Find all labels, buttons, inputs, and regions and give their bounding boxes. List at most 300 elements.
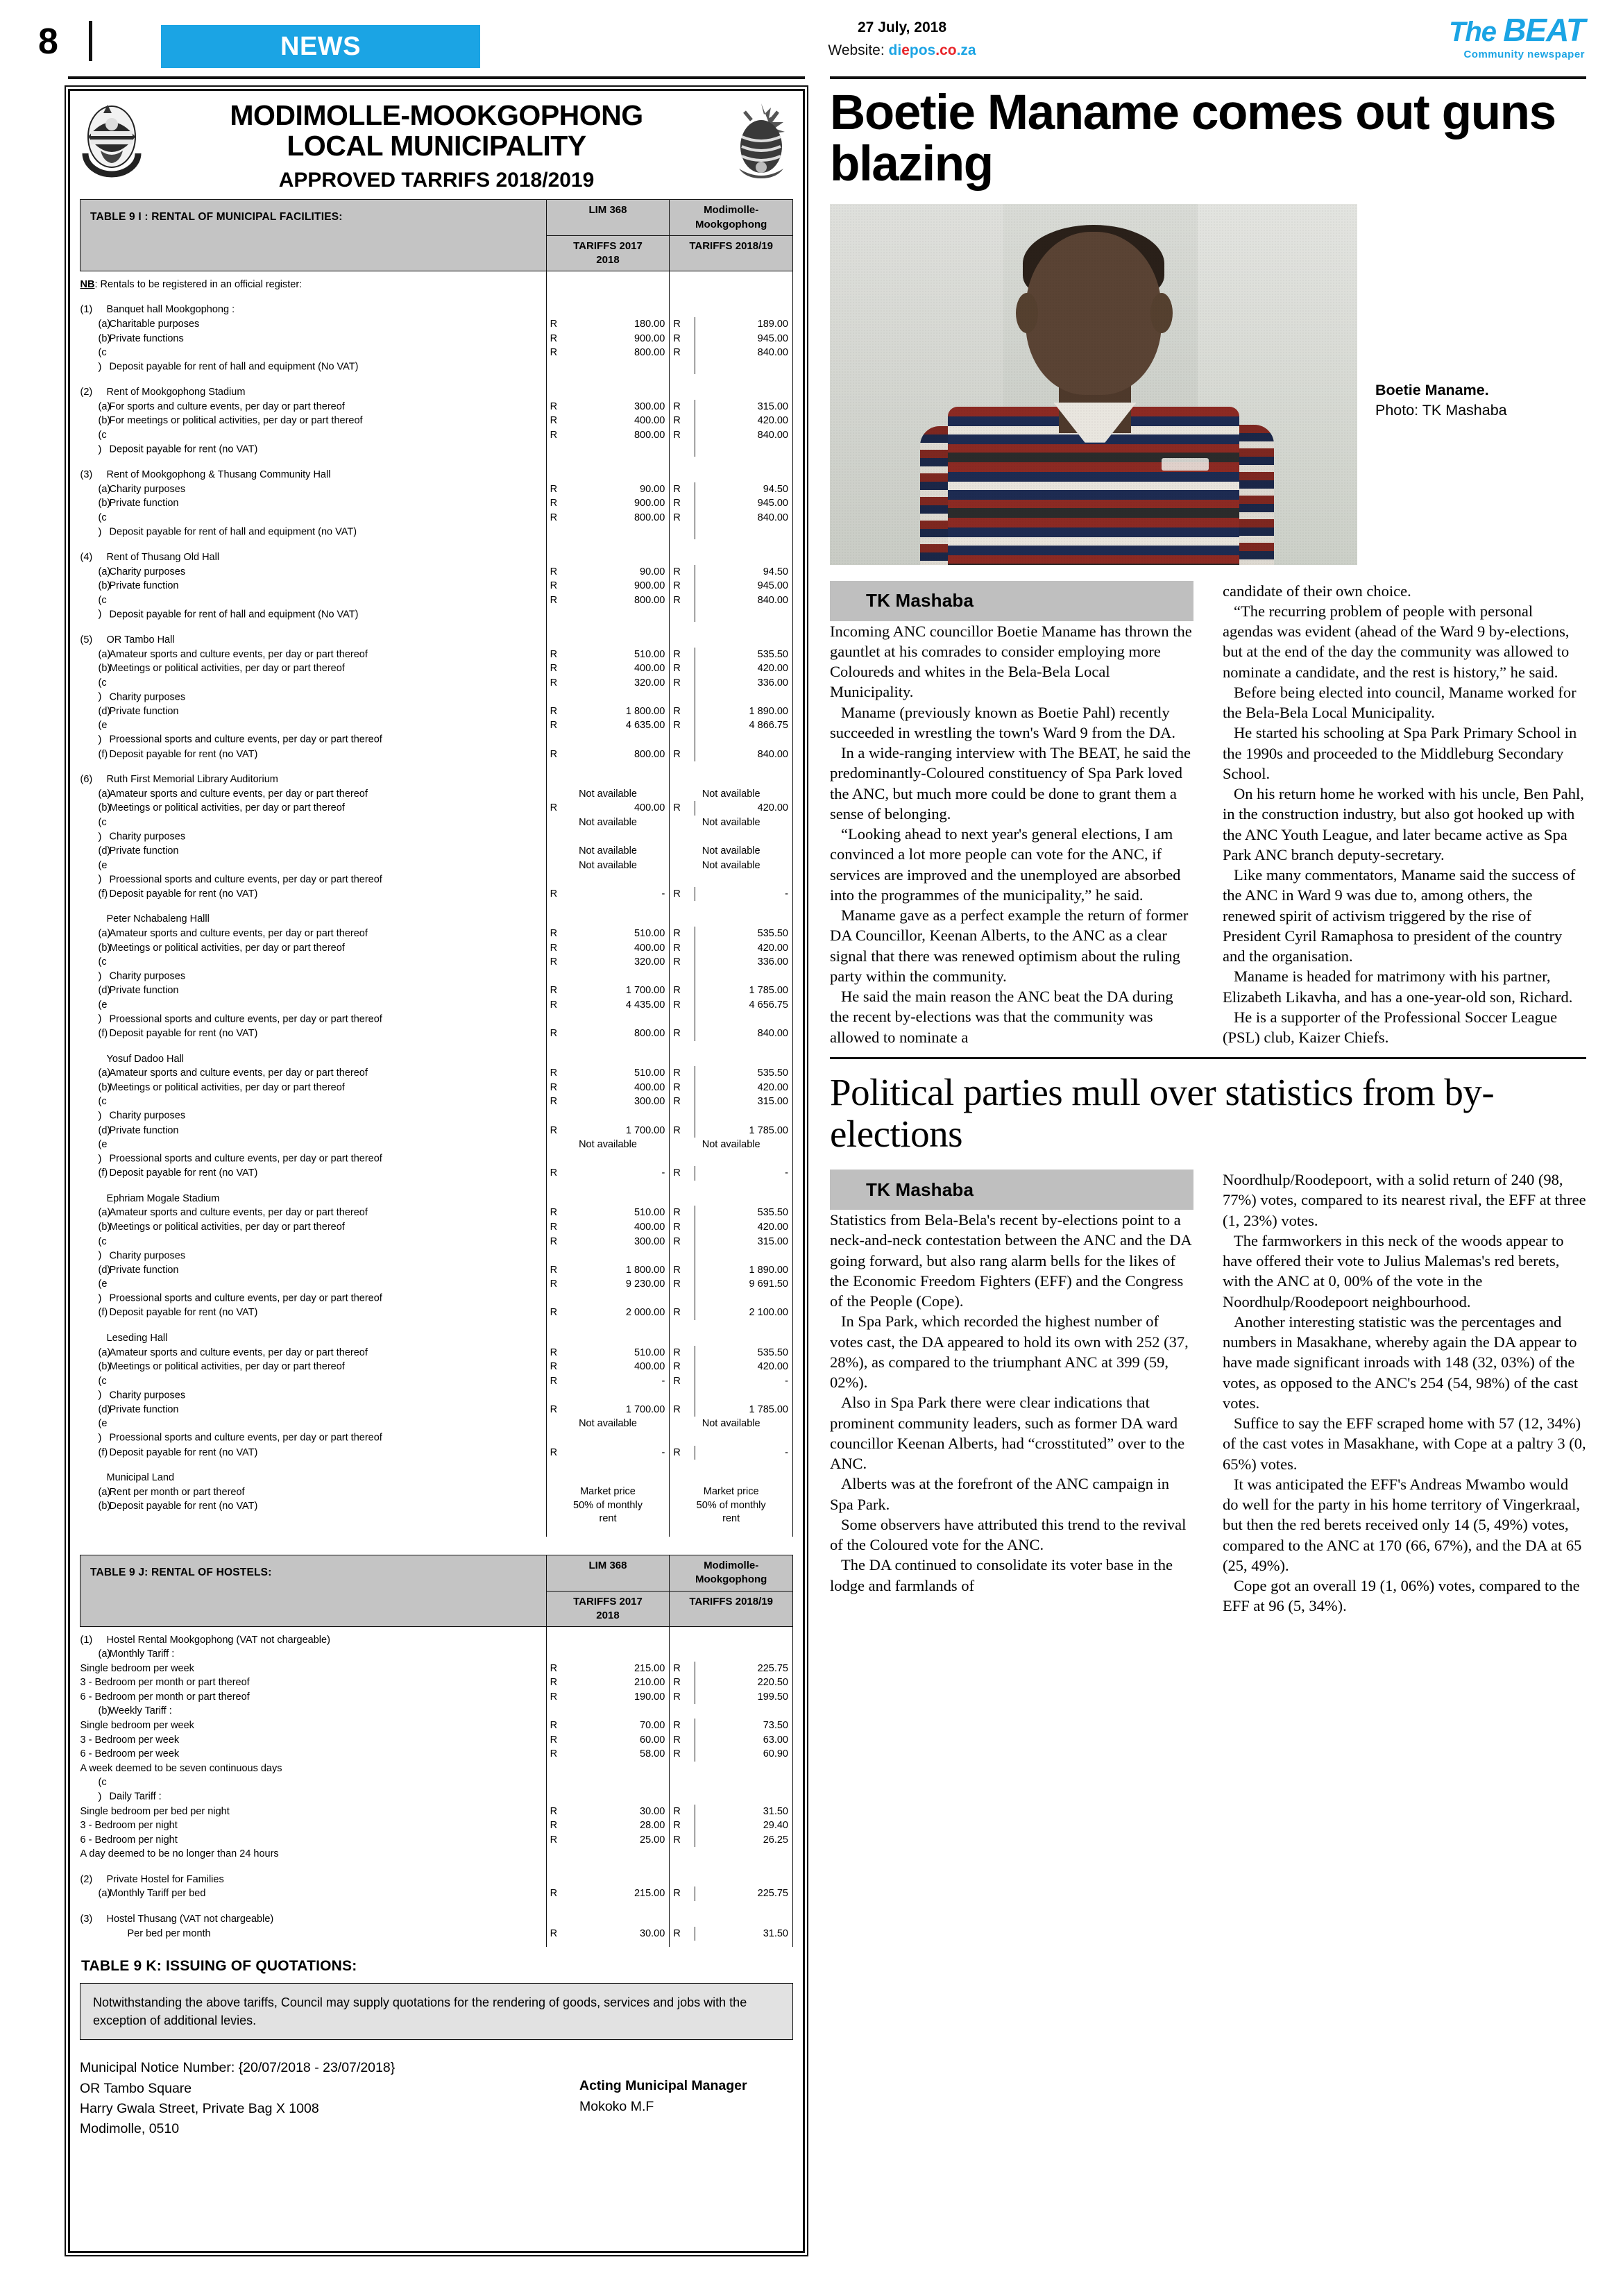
currency-2018: R [670, 565, 695, 580]
municipality-crest-icon [80, 101, 144, 178]
currency-2017: R [546, 1833, 572, 1848]
value-2018: 535.50 [695, 1066, 793, 1081]
approved-tariffs-line: APPROVED TARRIFS 2018/2019 [278, 169, 595, 192]
value-2018: 1 785.00 [695, 984, 793, 998]
value-2017: 180.00 [634, 319, 665, 330]
value-2017: - [661, 1167, 665, 1179]
article-2-headline: Political parties mull over statistics from by-elections [830, 1071, 1495, 1155]
article-2 [830, 1170, 1586, 1617]
website-label: Website: [828, 42, 885, 58]
value-2017: 900.00 [634, 332, 665, 344]
tariff-row [80, 1499, 793, 1526]
currency-2017: R [546, 1206, 572, 1220]
value-2018: 29.40 [695, 1818, 793, 1833]
value-2018: Not available [670, 1417, 793, 1445]
currency-2017: R [546, 998, 572, 1027]
tariff-label: (e ) Proessional sports and culture events, per day or part thereof [98, 1418, 382, 1444]
value-2017: 510.00 [634, 1347, 665, 1358]
paragraph: It was anticipated the EFF's Andreas Mwambo would do well for the party in his home territory of Vingerkraal, but then the red berets received only 14 (5, 49%) votes, compared to the ANC at 170 (66, 67%), and the DA at 65 (25, 49%). [1223, 1475, 1582, 1574]
value-2018: 1 890.00 [695, 704, 793, 719]
tariff-label: (a)For sports and culture events, per day or part thereof [98, 400, 345, 412]
value-2017: 510.00 [634, 1067, 665, 1079]
value-2017: 800.00 [634, 430, 665, 441]
tariff-row [80, 593, 793, 622]
currency-2018: R [670, 941, 695, 956]
tariff-label: (e ) Proessional sports and culture events, per day or part thereof [98, 1139, 382, 1165]
tariff-row [80, 1220, 793, 1235]
tariff-label: (b)Private functions [98, 332, 184, 344]
value-2018: - [695, 1446, 793, 1460]
currency-2017: R [546, 1927, 572, 1941]
tariff-row [80, 927, 793, 941]
tariff-label: 3 - Bedroom per month or part thereof [80, 1677, 250, 1689]
currency-2018: R [670, 1719, 695, 1733]
tariff-row [80, 400, 793, 414]
currency-2017: R [546, 1733, 572, 1748]
currency-2018: R [670, 346, 695, 374]
tariff-row [80, 1833, 793, 1848]
paragraph: In Spa Park, which recorded the highest number of votes cast, the DA appeared to hold its own with 252 (37, 28%), as compared to the triumphant ANC at 399 (59, 02%). [830, 1312, 1189, 1392]
tariff-label: (b)Meetings or political activities, per day or part thereof [98, 1221, 345, 1233]
value-2017: Not available [546, 844, 670, 859]
currency-2018: R [670, 1027, 695, 1041]
advert-header [80, 96, 793, 192]
value-2018: 2 100.00 [695, 1306, 793, 1320]
tariff-label: (a)Amateur sports and culture events, per day or part thereof [98, 927, 368, 939]
article-2-column-right [1223, 1170, 1586, 1617]
value-2018: 420.00 [695, 1220, 793, 1235]
currency-2017: R [546, 1446, 572, 1460]
tariff-label: (e ) Proessional sports and culture events, per day or part thereof [98, 859, 382, 886]
currency-2018: R [670, 1886, 695, 1901]
tariff-row [80, 1206, 793, 1220]
tariff-label: (a)Rent per month or part thereof [98, 1486, 245, 1498]
tariff-label: 6 - Bedroom per week [80, 1748, 180, 1760]
value-2018: 26.25 [695, 1833, 793, 1848]
tariff-label: (a)Amateur sports and culture events, per day or part thereof [98, 648, 368, 660]
currency-2018: R [670, 1733, 695, 1748]
tariff-label: 6 - Bedroom per night [80, 1834, 178, 1846]
tariff-label: (e ) Proessional sports and culture events, per day or part thereof [98, 1278, 382, 1304]
paragraph: Maname gave as a perfect example the return of former DA Councillor, Keenan Alberts, to the ANC as a clear signal that there was renewed optimism about the ruling party within the community. [830, 906, 1189, 985]
value-2018: 9 691.50 [695, 1277, 793, 1306]
tariff-row [80, 1747, 793, 1762]
value-2018: 31.50 [695, 1927, 793, 1941]
table-title: TABLE 9 I : RENTAL OF MUNICIPAL FACILITIES: [80, 200, 547, 271]
currency-2017: R [546, 428, 572, 457]
currency-2017: R [546, 317, 572, 332]
value-2017: 1 700.00 [625, 1403, 665, 1415]
tariff-row [80, 661, 793, 676]
tariff-label: (c ) Charity purposes [98, 816, 186, 843]
currency-2018: R [670, 1235, 695, 1263]
national-coat-of-arms-icon [729, 101, 793, 178]
currency-2018: R [670, 1263, 695, 1278]
tariff-label: (b)Meetings or political activities, per day or part thereof [98, 1361, 345, 1373]
currency-2018: R [670, 704, 695, 719]
hostel-group-heading: (2) Private Hostel for Families [80, 1873, 224, 1885]
article-1-body-right [1223, 581, 1586, 1048]
currency-2018: R [670, 428, 695, 457]
value-2018: 420.00 [695, 1360, 793, 1374]
value-2017: 9 230.00 [625, 1278, 665, 1290]
currency-2017: R [546, 346, 572, 374]
value-2018: 199.50 [695, 1690, 793, 1705]
tariff-subgroup-heading: (a)Monthly Tariff : [98, 1648, 175, 1660]
value-2018: 840.00 [695, 428, 793, 457]
currency-2018: R [670, 1690, 695, 1705]
value-2017: 800.00 [634, 1028, 665, 1040]
value-2017: 320.00 [634, 677, 665, 689]
paragraph: The farmworkers in this neck of the woods appear to have offered their vote to Julius Malemas's red berets, with the ANC at 0, 00% of the vote in the Noordhulp/Roodepoort neighbourhood. [1223, 1231, 1564, 1310]
tariff-row [80, 496, 793, 511]
tariff-group-heading: (6) Ruth First Memorial Library Auditorium [80, 774, 278, 786]
value-2018: 315.00 [695, 1095, 793, 1123]
currency-2017: R [546, 1374, 572, 1403]
tariff-label: (d)Private function [98, 1264, 179, 1276]
tariff-label: (c ) Charity purposes [98, 1375, 186, 1401]
value-2017: 300.00 [634, 1096, 665, 1108]
tariff-row [80, 1733, 793, 1748]
value-2017: Not available [546, 787, 670, 802]
paragraph: Also in Spa Park there were clear indications that prominent community leaders, such as former DA ward councillor Keenan Alberts, had “crosstituted” over to the ANC. [830, 1394, 1185, 1473]
municipal-notice [80, 2058, 793, 2139]
tariff-row [80, 1690, 793, 1705]
tariff-label: (d)Private function [98, 1124, 179, 1136]
article-1-headline: Boetie Maname comes out guns blazing [830, 85, 1556, 192]
article-2-byline: TK Mashaba [830, 1170, 1193, 1210]
value-2017: 400.00 [634, 663, 665, 675]
tariff-row [80, 887, 793, 902]
tariff-label: (c ) Charity purposes [98, 956, 186, 982]
currency-2018: R [670, 801, 695, 816]
paragraph: He is a supporter of the Professional Soccer League (PSL) club, Kaizer Chiefs. [1223, 1008, 1558, 1047]
value-2017: 30.00 [640, 1805, 665, 1817]
value-2018: 315.00 [695, 1235, 793, 1263]
paragraph: candidate of their own choice. [1223, 582, 1411, 600]
tariff-row [80, 1263, 793, 1278]
currency-2017: R [546, 1360, 572, 1374]
value-2018: 420.00 [695, 801, 793, 816]
value-2017: 190.00 [634, 1691, 665, 1703]
tariff-label: (a)Amateur sports and culture events, per day or part thereof [98, 1207, 368, 1219]
value-2018: 4 656.75 [695, 998, 793, 1027]
currency-2017: R [546, 1277, 572, 1306]
tariff-row [80, 1403, 793, 1417]
municipality-name-line2: LOCAL MUNICIPALITY [287, 130, 586, 162]
currency-2018: R [670, 927, 695, 941]
currency-2018: R [670, 1206, 695, 1220]
register-note: NB: Rentals to be registered in an official register: [80, 278, 303, 290]
section-label: NEWS [161, 25, 480, 68]
paragraph: Cope got an overall 19 (1, 06%) votes, compared to the EFF at 96 (5, 34%). [1223, 1577, 1580, 1615]
tariff-group-heading: (2) Rent of Mookgophong Stadium [80, 387, 246, 398]
article-2-column-left [830, 1170, 1193, 1596]
table-col1-head: LIM 368 [546, 200, 670, 236]
tariff-row [80, 428, 793, 457]
currency-2017: R [546, 1027, 572, 1041]
value-2018: 840.00 [695, 748, 793, 762]
currency-2017: R [546, 955, 572, 984]
currency-2017: R [546, 1818, 572, 1833]
tariff-label: (a)Charitable purposes [98, 319, 200, 330]
value-2017: 510.00 [634, 1207, 665, 1219]
tariff-row [80, 1818, 793, 1833]
currency-2017: R [546, 579, 572, 593]
tariff-label: Single bedroom per bed per night [80, 1805, 230, 1817]
currency-2017: R [546, 1235, 572, 1263]
currency-2018: R [670, 676, 695, 704]
table-9k-title: TABLE 9 K: ISSUING OF QUOTATIONS: [81, 1958, 357, 1975]
value-2017: 400.00 [634, 1081, 665, 1093]
currency-2017: R [546, 984, 572, 998]
article-1-column-right [1223, 581, 1586, 1048]
tariff-group-heading: Leseding Hall [106, 1333, 168, 1344]
tariff-row [80, 984, 793, 998]
value-2017: 510.00 [634, 648, 665, 660]
currency-2017: R [546, 704, 572, 719]
tariff-subgroup-heading: (b)Weekly Tariff : [98, 1705, 172, 1717]
tariff-row [80, 1417, 793, 1445]
value-2018: 420.00 [695, 941, 793, 956]
paragraph: Maname is headed for matrimony with his partner, Elizabeth Likavha, and has a one-year-old son, Richard. [1223, 968, 1573, 1006]
value-2017: 30.00 [640, 1927, 665, 1939]
hostel-group-heading: (3) Hostel Thusang (VAT not chargeable) [80, 1913, 274, 1925]
photo-caption [1375, 380, 1570, 421]
currency-2018: R [670, 400, 695, 414]
value-2018: Not available [670, 1138, 793, 1166]
tariff-label: (a)Amateur sports and culture events, per day or part thereof [98, 1067, 368, 1079]
tariff-group-heading: Peter Nchabaleng Halll [106, 913, 210, 925]
value-2017: 900.00 [634, 498, 665, 509]
tariff-row [80, 1446, 793, 1460]
tariff-label: 6 - Bedroom per month or part thereof [80, 1691, 250, 1703]
tariff-label: (d)Private function [98, 705, 179, 717]
value-2018: 336.00 [695, 676, 793, 704]
tariff-label: (b)Private function [98, 498, 179, 509]
tariff-row [80, 1235, 793, 1263]
value-2017: - [661, 888, 665, 900]
caption-subject-name: Boetie Maname. [1375, 381, 1489, 398]
tariff-row [80, 1346, 793, 1360]
value-2017: 300.00 [634, 400, 665, 412]
tariff-row [80, 676, 793, 704]
tariff-row [80, 414, 793, 428]
tariff-group-heading: (1) Banquet hall Mookgophong : [80, 304, 235, 316]
currency-2017: R [546, 1220, 572, 1235]
currency-2017: R [546, 400, 572, 414]
currency-2017: R [546, 1675, 572, 1690]
currency-2018: R [670, 332, 695, 346]
tariff-group-heading: (4) Rent of Thusang Old Hall [80, 552, 220, 564]
tariff-row [80, 579, 793, 593]
value-2017: 400.00 [634, 942, 665, 954]
table-col1-head: LIM 368 [546, 1555, 670, 1592]
tariff-row [80, 482, 793, 497]
value-2018: Not available [670, 816, 793, 844]
value-2017: 215.00 [634, 1662, 665, 1674]
value-2017: 800.00 [634, 512, 665, 523]
manager-name: Mokoko M.F [579, 2098, 654, 2114]
value-2018: 840.00 [695, 593, 793, 622]
value-2018: 336.00 [695, 955, 793, 984]
tariff-row [80, 511, 793, 539]
value-2018: 535.50 [695, 927, 793, 941]
website-part-2: e [901, 42, 910, 58]
currency-2018: R [670, 1818, 695, 1833]
table-col2-head: Modimolle- Mookgophong [670, 200, 793, 236]
tariff-row [80, 346, 793, 374]
value-2018: 1 785.00 [695, 1403, 793, 1417]
tariff-row [80, 844, 793, 859]
currency-2017: R [546, 482, 572, 497]
tariff-label: (b)Meetings or political activities, per day or part thereof [98, 942, 345, 954]
tariff-label: (d)Private function [98, 1403, 179, 1415]
value-2018: - [695, 1166, 793, 1181]
tariff-label: (e ) Proessional sports and culture events, per day or part thereof [98, 999, 382, 1025]
currency-2018: R [670, 317, 695, 332]
value-2018: 945.00 [695, 332, 793, 346]
tariff-table-9i [80, 199, 793, 1537]
currency-2018: R [670, 1833, 695, 1848]
tariff-group-heading: Yosuf Dadoo Hall [106, 1053, 185, 1065]
value-2018: 840.00 [695, 511, 793, 539]
quotations-note-box: Notwithstanding the above tariffs, Council may supply quotations for the rendering of goods, services and jobs with the exception of additional levies. [80, 1983, 793, 2040]
currency-2018: R [670, 1675, 695, 1690]
currency-2017: R [546, 1263, 572, 1278]
tariff-label: (c ) Deposit payable for rent of hall and equipment (no VAT) [98, 512, 357, 538]
advert-titles [148, 101, 725, 192]
tariff-label: A day deemed to be no longer than 24 hours [80, 1848, 279, 1860]
hostel-group-heading: (1) Hostel Rental Mookgophong (VAT not chargeable) [80, 1634, 330, 1646]
tariff-label: (e ) Proessional sports and culture events, per day or part thereof [98, 720, 382, 746]
value-2017: 210.00 [634, 1677, 665, 1689]
tariff-row [80, 1066, 793, 1081]
tariff-row [80, 317, 793, 332]
masthead-rule-right [830, 76, 1586, 79]
value-2017: Not available [546, 859, 670, 887]
currency-2018: R [670, 984, 695, 998]
masthead-rule-left [68, 76, 805, 79]
page-number: 8 [38, 22, 59, 62]
value-2018: 840.00 [695, 346, 793, 374]
currency-2018: R [670, 1124, 695, 1138]
article-1 [830, 581, 1586, 1048]
currency-2017: R [546, 1805, 572, 1819]
tariff-group-heading: Municipal Land [106, 1472, 175, 1484]
tariff-row [80, 941, 793, 956]
currency-2018: R [670, 1805, 695, 1819]
value-2017: 90.00 [640, 566, 665, 577]
tariff-row [80, 1138, 793, 1166]
tariff-row [80, 1277, 793, 1306]
value-2018: 535.50 [695, 648, 793, 662]
table-col1-sub: TARIFFS 2017 2018 [546, 1591, 670, 1627]
currency-2018: R [670, 1166, 695, 1181]
tariff-row [80, 1485, 793, 1500]
currency-2018: R [670, 1346, 695, 1360]
value-2017: Not available [546, 1417, 670, 1445]
currency-2018: R [670, 1066, 695, 1081]
currency-2017: R [546, 801, 572, 816]
tariff-row [80, 1306, 793, 1320]
tariff-table-9j [80, 1555, 793, 1947]
value-2018: 189.00 [695, 317, 793, 332]
tariff-row [80, 1762, 793, 1776]
tariff-row [80, 1719, 793, 1733]
tariff-subgroup-heading: (c ) Daily Tariff : [98, 1777, 162, 1803]
value-2017: 800.00 [634, 347, 665, 359]
currency-2017: R [546, 1081, 572, 1095]
article-divider-rule [830, 1057, 1586, 1059]
value-2018: Not available [670, 844, 793, 859]
value-2018: 535.50 [695, 1346, 793, 1360]
value-2018: 94.50 [695, 565, 793, 580]
currency-2017: R [546, 718, 572, 747]
article-2-body-right [1223, 1170, 1586, 1617]
tariff-row [80, 787, 793, 802]
value-2017: 400.00 [634, 415, 665, 427]
tariff-label: (f) Deposit payable for rent (no VAT) [98, 1167, 258, 1179]
tariff-label: (b)Meetings or political activities, per day or part thereof [98, 1081, 345, 1093]
editorial-column [830, 87, 1586, 1617]
paragraph: “The recurring problem of people with personal agendas was evident (ahead of the Ward 9 by-elections, but at the end of the day the community was allowed to nominate a candidate, and the rest is history,” he said. [1223, 602, 1570, 681]
tariff-row [80, 998, 793, 1027]
paragraph: In a wide-ranging interview with The BEAT, he said the predominantly-Coloured constituency of Spa Park loved the ANC, but much more could be done to grant them a sense of belonging. [830, 744, 1191, 822]
currency-2018: R [670, 511, 695, 539]
tariff-row [80, 1095, 793, 1123]
currency-2018: R [670, 496, 695, 511]
currency-2018: R [670, 1360, 695, 1374]
website-line [756, 40, 1048, 62]
tariff-row [80, 1927, 793, 1941]
logo-word-the: The [1448, 17, 1497, 47]
tariff-group-heading: Ephriam Mogale Stadium [106, 1192, 220, 1204]
value-2018: 31.50 [695, 1805, 793, 1819]
logo-tagline: Community newspaper [1463, 49, 1585, 60]
value-2017: Market price [546, 1485, 670, 1500]
paragraph: He started his schooling at Spa Park Primary School in the 1990s and proceeded to the Middleburg Secondary School. [1223, 724, 1577, 782]
tariff-label: (f) Deposit payable for rent (no VAT) [98, 888, 258, 900]
tariff-label: (d)Private function [98, 845, 179, 857]
tariff-label: 3 - Bedroom per night [80, 1820, 178, 1832]
paragraph: “Looking ahead to next year's general elections, I am convinced a lot more people can vote for the ANC, if services are improved and the unemployed are absorbed into the programmes of the municipality,” he said. [830, 825, 1181, 904]
currency-2018: R [670, 718, 695, 747]
currency-2017: R [546, 496, 572, 511]
currency-2017: R [546, 927, 572, 941]
publication-logo [1449, 14, 1585, 60]
value-2018: 945.00 [695, 579, 793, 593]
tariff-label: (c ) Deposit payable for rent (no VAT) [98, 430, 258, 455]
currency-2017: R [546, 648, 572, 662]
tariff-label: Single bedroom per week [80, 1662, 194, 1674]
value-2018: 225.75 [695, 1662, 793, 1676]
value-2018: 63.00 [695, 1733, 793, 1748]
value-2017: 28.00 [640, 1820, 665, 1832]
website-part-5: .za [956, 42, 976, 58]
tariff-label: 3 - Bedroom per week [80, 1734, 180, 1746]
date-website-block [756, 17, 1048, 62]
tariff-label: (f) Deposit payable for rent (no VAT) [98, 1307, 258, 1319]
currency-2018: R [670, 482, 695, 497]
tariff-label: Single bedroom per week [80, 1720, 194, 1732]
currency-2018: R [670, 1095, 695, 1123]
manager-title: Acting Municipal Manager [579, 2078, 747, 2094]
currency-2018: R [670, 1081, 695, 1095]
tariff-label: A week deemed to be seven continuous days [80, 1762, 282, 1774]
tariff-row [80, 816, 793, 844]
website-part-4: .co [935, 42, 957, 58]
